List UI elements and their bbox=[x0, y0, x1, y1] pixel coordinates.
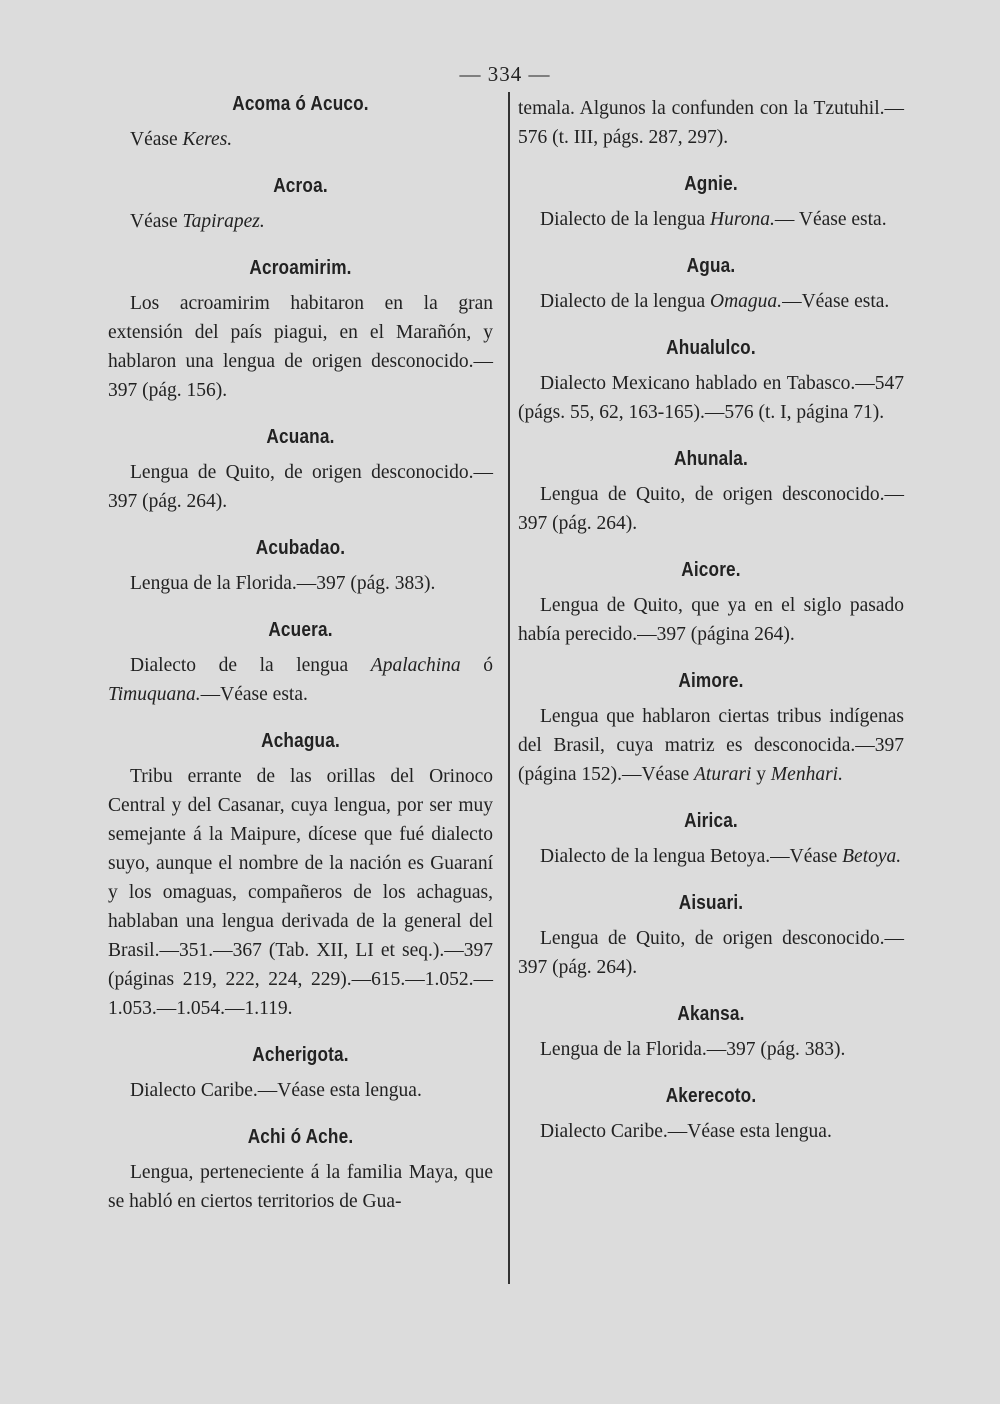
entry-text bbox=[518, 205, 904, 234]
dictionary-entry bbox=[518, 94, 904, 152]
entry-text-span: y bbox=[751, 764, 771, 785]
entry-headword: Aisuari. bbox=[678, 892, 744, 914]
entry-text bbox=[108, 1158, 493, 1216]
entry-text-span: — Véase esta. bbox=[774, 209, 887, 230]
dictionary-entry bbox=[518, 334, 904, 427]
entry-text bbox=[518, 287, 904, 316]
dictionary-entry bbox=[518, 445, 904, 538]
entry-text-span: Lengua, perteneciente á la familia Maya, que se habló en ciertos territorios de Gua- bbox=[108, 1162, 493, 1212]
dictionary-entry bbox=[518, 667, 904, 789]
entry-headword: Aimore. bbox=[678, 670, 744, 692]
dictionary-entry bbox=[108, 172, 493, 236]
page-number: — 334 — bbox=[459, 62, 551, 86]
entry-text-span: temala. Algunos la confunden con la Tzutuhil.—576 (t. III, págs. 287, 297). bbox=[518, 98, 904, 148]
entry-text-span: Dialecto Caribe.—Véase esta lengua. bbox=[130, 1080, 422, 1101]
entry-text-span: Véase bbox=[130, 129, 183, 150]
entry-text-span: —Véase esta. bbox=[782, 291, 890, 312]
dictionary-entry bbox=[108, 1041, 493, 1105]
entry-text bbox=[518, 1035, 904, 1064]
entry-text bbox=[518, 480, 904, 538]
dictionary-entry bbox=[518, 1082, 904, 1146]
entry-headword: Aicore. bbox=[681, 559, 741, 581]
right-column bbox=[518, 94, 904, 1164]
entry-text bbox=[518, 94, 904, 152]
entry-text bbox=[108, 458, 493, 516]
entry-text-span: Tribu errante de las orillas del Orinoco Central y del Casanar, cuya lengua, por ser muy semejante á la Maipure, dícese que fué dialecto suyo, aunque el nombre de la nación es Guaraní y los omaguas, compañeros de los achaguas, hablaban una lengua derivada de la general del Brasil.—351.—367 (Tab. XII, LI et seq.).—397 (páginas 219, 222, 224, 229).—615.—1.052.—1.053.—1.054.—1.119. bbox=[108, 766, 493, 1019]
entry-text bbox=[108, 289, 493, 405]
entry-text-italic: Omagua. bbox=[710, 291, 783, 312]
entry-text-italic: Keres. bbox=[182, 129, 233, 150]
entry-text-span: Los acroamirim habitaron en la gran extensión del país piagui, en el Marañón, y hablaron una lengua de origen desconocido.—397 (pág. 156). bbox=[108, 293, 493, 401]
dictionary-entry bbox=[108, 90, 493, 154]
entry-headword: Acuana. bbox=[266, 426, 335, 448]
entry-text-span: Lengua que hablaron ciertas tribus indígenas del Brasil, cuya matriz es desconocida.—397 (página 152).—Véase bbox=[518, 706, 904, 785]
entry-text-span: Lengua de la Florida.—397 (pág. 383). bbox=[540, 1039, 846, 1060]
entry-text bbox=[518, 924, 904, 982]
entry-headword: Ahualulco. bbox=[666, 337, 756, 359]
entry-headword: Acoma ó Acuco. bbox=[232, 93, 369, 115]
entry-text-span: ó bbox=[460, 655, 494, 676]
dictionary-entry bbox=[518, 252, 904, 316]
entry-text-span: Dialecto de la lengua bbox=[130, 655, 371, 676]
entry-headword: Acroa. bbox=[273, 175, 328, 197]
entry-text-span: Lengua de la Florida.—397 (pág. 383). bbox=[130, 573, 436, 594]
entry-text-italic: Apalachina bbox=[370, 655, 461, 676]
dictionary-entry bbox=[108, 534, 493, 598]
entry-text bbox=[518, 591, 904, 649]
entry-text-span: —Véase esta. bbox=[200, 684, 308, 705]
dictionary-entry bbox=[108, 254, 493, 405]
entry-text bbox=[518, 702, 904, 789]
entry-text-italic: Hurona. bbox=[710, 209, 775, 230]
entry-text-span: Lengua de Quito, de origen desconocido.—397 (pág. 264). bbox=[518, 484, 904, 534]
entry-text-italic: Betoya. bbox=[842, 846, 902, 867]
entry-headword: Acroamirim. bbox=[249, 257, 352, 279]
entry-text bbox=[108, 1076, 493, 1105]
entry-text-italic: Menhari. bbox=[770, 764, 843, 785]
entry-headword: Acubadao. bbox=[255, 537, 346, 559]
dictionary-entry bbox=[108, 423, 493, 516]
entry-text bbox=[108, 569, 493, 598]
entry-headword: Achagua. bbox=[261, 730, 340, 752]
entry-text-italic: Aturari bbox=[693, 764, 752, 785]
dictionary-entry bbox=[518, 1000, 904, 1064]
dictionary-entry bbox=[518, 170, 904, 234]
column-divider bbox=[508, 92, 510, 1284]
entry-text bbox=[108, 125, 493, 154]
entry-text-span: Véase bbox=[130, 211, 183, 232]
entry-headword: Acherigota. bbox=[252, 1044, 349, 1066]
entry-headword: Agua. bbox=[686, 255, 736, 277]
entry-headword: Akansa. bbox=[677, 1003, 745, 1025]
entry-text-span: Lengua de Quito, de origen desconocido.—397 (pág. 264). bbox=[108, 462, 493, 512]
entry-headword: Ahunala. bbox=[673, 448, 749, 470]
entry-text bbox=[108, 762, 493, 1023]
left-column bbox=[108, 90, 493, 1234]
entry-text-span: Dialecto de la lengua bbox=[540, 209, 711, 230]
entry-headword: Agnie. bbox=[684, 173, 738, 195]
entry-text-span: Dialecto Mexicano hablado en Tabasco.—547 (págs. 55, 62, 163-165).—576 (t. I, página 71). bbox=[518, 373, 904, 423]
entry-headword: Acuera. bbox=[268, 619, 333, 641]
entry-headword: Akerecoto. bbox=[665, 1085, 757, 1107]
dictionary-entry bbox=[518, 889, 904, 982]
entry-text-italic: Tapirapez. bbox=[182, 211, 265, 232]
dictionary-entry bbox=[108, 727, 493, 1023]
entry-text bbox=[518, 1117, 904, 1146]
dictionary-entry bbox=[108, 1123, 493, 1216]
entry-text bbox=[108, 651, 493, 709]
entry-text bbox=[108, 207, 493, 236]
dictionary-entry bbox=[108, 616, 493, 709]
entry-text bbox=[518, 369, 904, 427]
dictionary-entry bbox=[518, 807, 904, 871]
entry-text-span: Dialecto de la lengua bbox=[540, 291, 711, 312]
entry-text-span: Lengua de Quito, de origen desconocido.—397 (pág. 264). bbox=[518, 928, 904, 978]
entry-headword: Achi ó Ache. bbox=[247, 1126, 354, 1148]
entry-text-italic: Timuquana. bbox=[108, 684, 201, 705]
entry-text bbox=[518, 842, 904, 871]
entry-text-span: Lengua de Quito, que ya en el siglo pasado había perecido.—397 (página 264). bbox=[518, 595, 904, 645]
dictionary-entry bbox=[518, 556, 904, 649]
entry-text-span: Dialecto Caribe.—Véase esta lengua. bbox=[540, 1121, 832, 1142]
entry-headword: Airica. bbox=[684, 810, 738, 832]
entry-text-span: Dialecto de la lengua Betoya.—Véase bbox=[540, 846, 843, 867]
